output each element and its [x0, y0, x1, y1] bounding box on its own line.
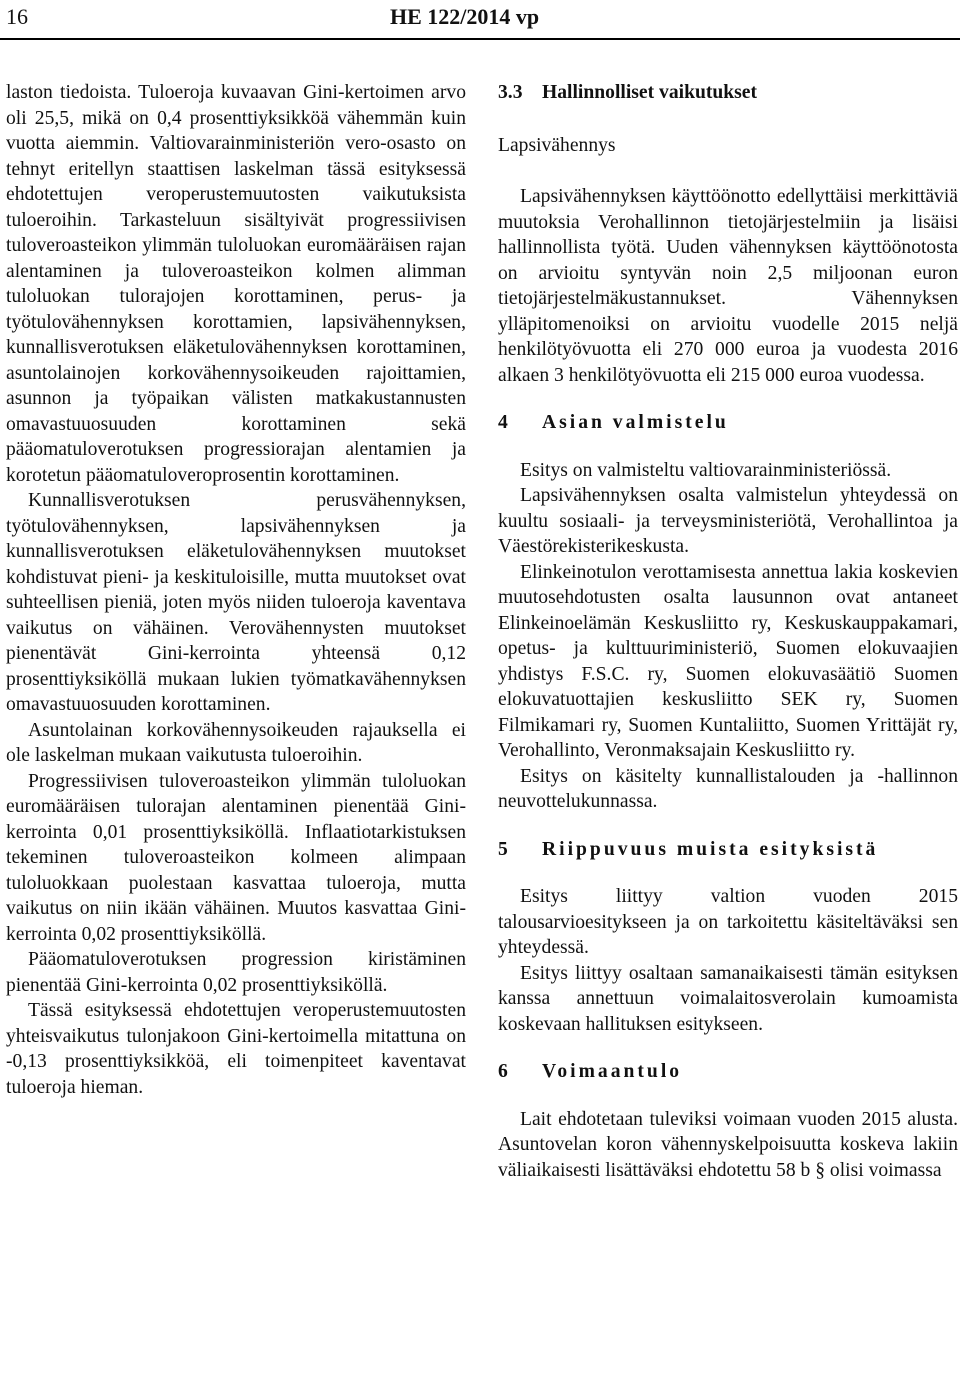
right-column — [498, 80, 958, 1183]
section-title: Hallinnolliset vaikutukset — [542, 82, 758, 103]
paragraph: Lapsivähennyksen osalta valmistelun yhteydessä on kuultu sosiaali- ja terveysministeriötä, Verohallintoa ja Väestörekisterikeskusta. — [498, 485, 958, 557]
page-number: 16 — [6, 4, 28, 29]
section-title: Voimaantulo — [542, 1061, 683, 1082]
section-title: Riippuvuus muista esityksistä — [542, 838, 879, 860]
paragraph: Lapsivähennyksen käyttöönotto edellyttäisi merkittäviä muutoksia Verohallinnon tietojärjestelmiin ja lisäisi hallinnollista työtä. Uuden vähennyksen käyttöönotosta on arvioitu syntyvän noin 2,5 miljoonan euron tietojärjestelmäkustannukset. Vähennyksen ylläpitomenoiksi on arvioitu vuodelle 2015 neljä henkilötyövuotta eli 270 000 euroa ja vuodesta 2016 alkaen 3 henkilötyövuotta eli 215 000 euroa vuodessa. — [498, 186, 958, 386]
paragraph: Esitys on valmisteltu valtiovarainministeriössä. — [520, 459, 892, 481]
subheading: Lapsivähennys — [498, 134, 616, 156]
left-column — [6, 80, 466, 1100]
paragraph: Pääomatuloverotuksen progression kiristäminen pienentää Gini-kerrointa 0,02 prosenttiyksiköllä. — [6, 949, 466, 996]
paragraph: Lait ehdotetaan tuleviksi voimaan vuoden 2015 alusta. Asuntovelan koron vähennyskelpoisuutta koskeva lakiin väliaikaisesti lisättäväksi ehdotettu 58 b § olisi voimassa — [498, 1108, 958, 1181]
paragraph: Progressiivisen tuloveroasteikon ylimmän tuloluokan euromääräisen tulorajan alentaminen pienentää Gini-kerrointa 0,01 prosenttiyksiköllä. Inflaatiotarkistuksen tekeminen tuloveroasteikon kolmeen alimpaan tuloluokkaan puolestaan kasvattaa tuloeroja, mutta vaikutus on niin ikään vähäinen. Muutos kasvattaa Gini-kerrointa 0,02 prosenttiyksiköllä. — [6, 770, 466, 945]
page-header — [0, 0, 960, 36]
section-number: 3.3 — [498, 82, 523, 103]
paragraph: Elinkeinotulon verottamisesta annettua lakia koskevien muutosehdotusten osalta lausunnon ovat antaneet Elinkeinoelämän Keskusliitto ry, Keskuskauppakamari, opetus- ja kulttuuriministeriö, Suomen elokuvaajien yhdistys F.S.C. ry, Suomen elokuvasäätiö Suomen elokuvatuottajien keskusliitto SEK ry, Suomen Filmikamari ry, Suomen Kuntaliitto, Suomen Yrittäjät ry, Verohallinto, Veronmaksajain Keskusliitto ry. — [498, 561, 958, 761]
paragraph: Tässä esityksessä ehdotettujen veroperustemuutosten yhteisvaikutus tulonjakoon Gini-kertoimella mitattuna on -0,13 prosenttiyksikköä, eli toimenpiteet kaventavat tuloeroja hieman. — [6, 1000, 466, 1098]
paragraph: Esitys liittyy valtion vuoden 2015 talousarvioesitykseen ja on tarkoitettu käsiteltäväksi sen yhteydessä. — [498, 886, 958, 958]
section-number: 5 — [498, 838, 511, 860]
header-divider — [0, 38, 960, 40]
section-title: Asian valmistelu — [542, 412, 729, 433]
paragraph: Esitys on käsitelty kunnallistalouden ja -hallinnon neuvottelukunnassa. — [498, 765, 958, 812]
paragraph: Kunnallisverotuksen perusvähennyksen, työtulovähennyksen, lapsivähennyksen ja kunnallisverotuksen eläketulovähennyksen muutokset kohdistuvat pieni- ja keskituloisille, mutta muutokset ovat suhteellisen pieniä, joten myös niiden tuloeroja kaventava vaikutus on vähäinen. Verovähennysten muutokset pienentävät Gini-kerrointa yhteensä 0,12 prosenttiyksiköllä mukaan lukien työmatkavähennyksen omavastuuosuuden korottaminen. — [6, 490, 466, 715]
section-heading — [498, 80, 958, 106]
section-heading — [498, 410, 958, 436]
paragraph: Esitys liittyy osaltaan samanaikaisesti tämän esityksen kanssa annettuun voimalaitosverolain kumoamista koskevaan hallituksen esitykseen. — [498, 962, 958, 1035]
paragraph: Asuntolainan korkovähennysoikeuden rajauksella ei ole laskelman mukaan vaikutusta tuloeroihin. — [6, 719, 466, 766]
section-heading — [498, 837, 958, 863]
section-number: 4 — [498, 412, 511, 433]
paragraph: laston tiedoista. Tuloeroja kuvaavan Gini-kertoimen arvo oli 25,5, mikä on 0,4 prosenttiyksikköä vähemmän kuin vuotta aiemmin. Valtiovarainministeriön vero-osasto on tehnyt eritellyn staattisen laskelman tässä esityksessä ehdotettujen veroperustemuutosten vaikutuksista tuloeroihin. Tarkasteluun sisältyivät progressiivisen tuloveroasteikon ylimmän tuloluokan euromääräisen rajan alentaminen ja tuloveroasteikon kolmen alimman tuloluokan tulorajojen korottaminen, perus- ja työtulovähennyksen korottamien, lapsivähennyksen, kunnallisverotuksen eläketulovähennyksen korottaminen, asuntolainojen korkovähennysoikeuden rajoittamien, asunnon ja työpaikan välisten matkakustannusten omavastuuosuuden korottaminen sekä pääomatuloverotuksen progressiorajan alentamien ja korotetun pääomatuloveroprosentin korottaminen. — [6, 82, 466, 486]
section-number: 6 — [498, 1061, 511, 1082]
document-id: HE 122/2014 vp — [390, 4, 540, 29]
section-heading — [498, 1059, 958, 1085]
